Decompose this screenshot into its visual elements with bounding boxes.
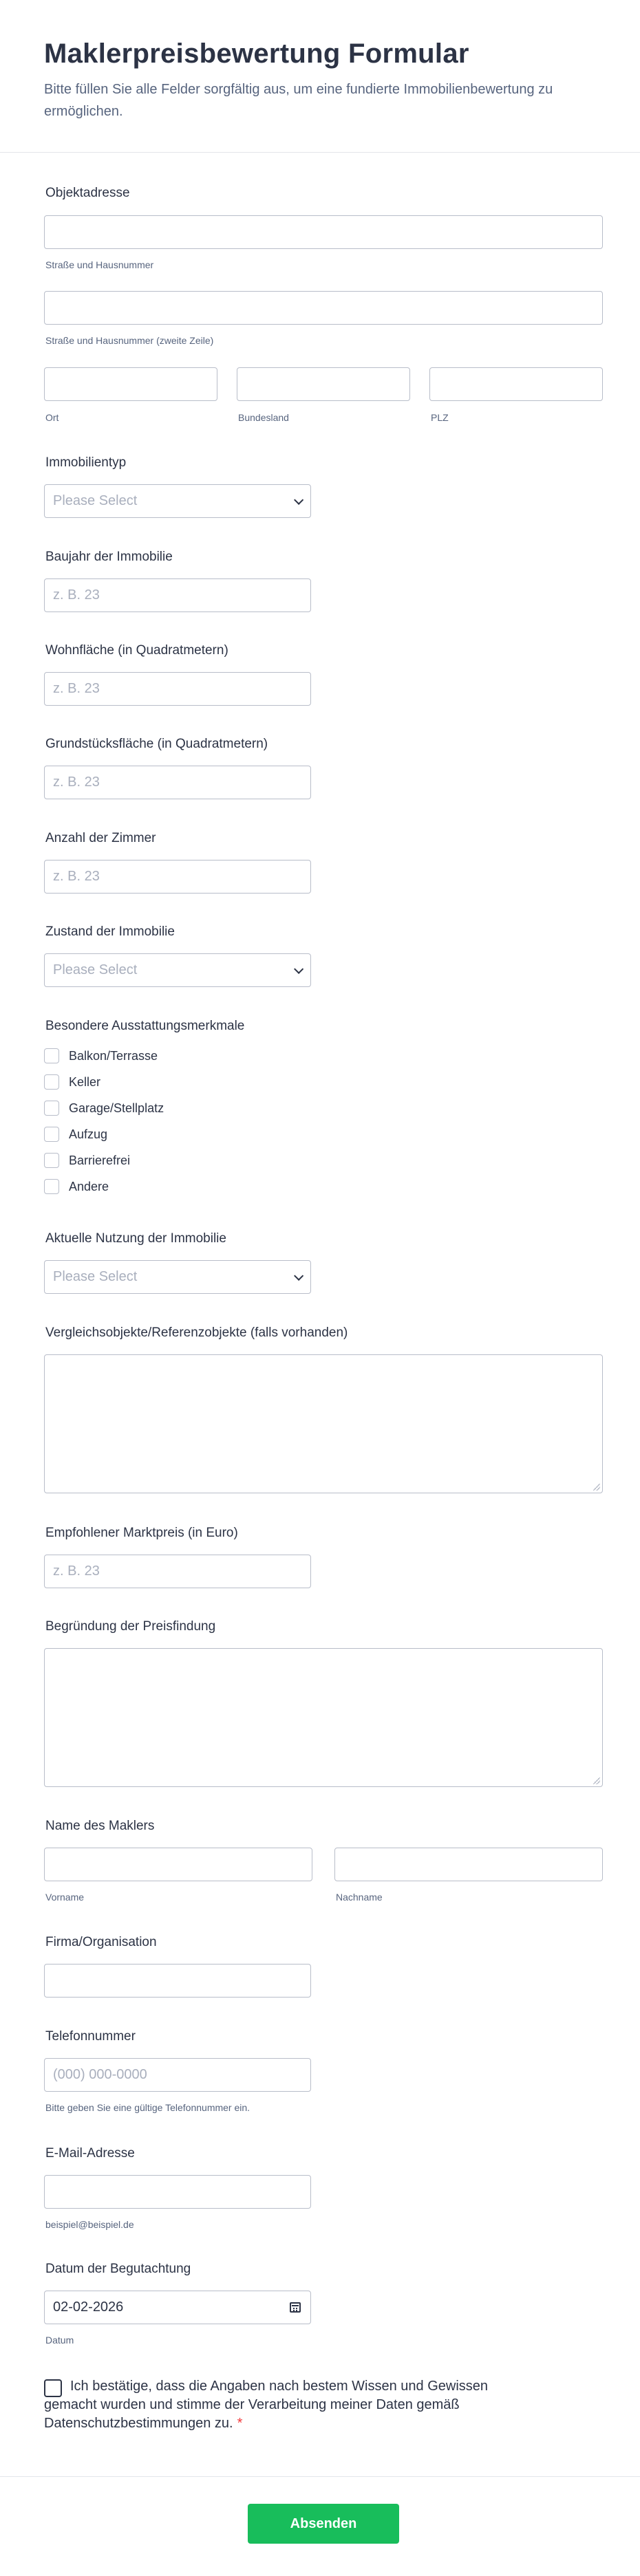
year-built-input[interactable]: [44, 578, 311, 612]
phone-input[interactable]: [44, 2058, 311, 2092]
date-input[interactable]: [44, 2291, 311, 2324]
feature-option[interactable]: [44, 1074, 100, 1090]
form-header: [0, 0, 640, 153]
city-input[interactable]: [44, 367, 217, 401]
checkbox[interactable]: [44, 1074, 59, 1090]
comparables-label: Vergleichsobjekte/Referenzobjekte (falls vorhanden): [45, 1325, 348, 1340]
usage-select[interactable]: [44, 1260, 311, 1294]
city-sublabel: Ort: [45, 412, 59, 423]
feature-option[interactable]: [44, 1048, 158, 1063]
consent-checkbox[interactable]: [44, 2379, 62, 2397]
rooms-placeholder: z. B. 23: [53, 869, 100, 884]
plot-area-placeholder: z. B. 23: [53, 775, 100, 790]
property-type-select[interactable]: [44, 484, 311, 518]
usage-placeholder: Please Select: [53, 1269, 138, 1284]
justification-textarea[interactable]: [44, 1648, 603, 1787]
comparables-textarea[interactable]: [44, 1354, 603, 1493]
phone-sublabel: Bitte geben Sie eine gültige Telefonnummer ein.: [45, 2102, 250, 2113]
living-area-placeholder: z. B. 23: [53, 681, 100, 696]
feature-option-label: Balkon/Terrasse: [69, 1048, 158, 1063]
street2-input[interactable]: [44, 291, 603, 325]
price-placeholder: z. B. 23: [53, 1563, 100, 1579]
required-mark: *: [237, 2416, 243, 2431]
rooms-input[interactable]: [44, 860, 311, 894]
email-label: E-Mail-Adresse: [45, 2146, 135, 2161]
email-sublabel: beispiel@beispiel.de: [45, 2219, 134, 2230]
company-label: Firma/Organisation: [45, 1935, 157, 1949]
condition-select[interactable]: [44, 953, 311, 987]
agent-name-label: Name des Maklers: [45, 1819, 155, 1833]
resize-handle-icon[interactable]: [593, 1777, 600, 1784]
consent-text-block: [44, 2377, 526, 2433]
feature-option-label: Aufzug: [69, 1127, 108, 1141]
street2-sublabel: Straße und Hausnummer (zweite Zeile): [45, 335, 214, 346]
price-label: Empfohlener Marktpreis (in Euro): [45, 1526, 238, 1540]
state-sublabel: Bundesland: [238, 412, 289, 423]
address-label: Objektadresse: [45, 186, 130, 200]
street-sublabel: Straße und Hausnummer: [45, 259, 154, 270]
zip-sublabel: PLZ: [431, 412, 449, 423]
chevron-down-icon: [294, 1270, 303, 1280]
email-input[interactable]: [44, 2175, 311, 2209]
feature-option-label: Garage/Stellplatz: [69, 1101, 164, 1115]
chevron-down-icon: [294, 964, 303, 973]
footer-divider: [0, 2476, 640, 2477]
submit-button[interactable]: Absenden: [248, 2504, 399, 2544]
consent-checkbox-row[interactable]: [44, 2377, 526, 2433]
feature-option[interactable]: [44, 1179, 109, 1194]
feature-option-label: Barrierefrei: [69, 1153, 131, 1167]
phone-placeholder: (000) 000-0000: [53, 2067, 147, 2082]
checkbox[interactable]: [44, 1048, 59, 1063]
rooms-label: Anzahl der Zimmer: [45, 831, 156, 845]
feature-option-label: Andere: [69, 1179, 109, 1193]
first-name-sublabel: Vorname: [45, 1892, 85, 1903]
page-title: Maklerpreisbewertung Formular: [44, 39, 469, 69]
living-area-input[interactable]: [44, 672, 311, 706]
checkbox[interactable]: [44, 1127, 59, 1142]
chevron-down-icon: [294, 495, 303, 504]
feature-option-label: Keller: [69, 1074, 101, 1089]
justification-label: Begründung der Preisfindung: [45, 1619, 216, 1634]
condition-label: Zustand der Immobilie: [45, 924, 175, 939]
property-type-placeholder: Please Select: [53, 493, 138, 508]
usage-label: Aktuelle Nutzung der Immobilie: [45, 1231, 226, 1246]
first-name-input[interactable]: [44, 1848, 312, 1881]
property-type-label: Immobilientyp: [45, 455, 127, 470]
features-label: Besondere Ausstattungsmerkmale: [45, 1019, 245, 1033]
page-subtitle: Bitte füllen Sie alle Felder sorgfältig aus, um eine fundierte Immobilienbewertung zu ermöglichen.: [44, 82, 553, 119]
company-input[interactable]: [44, 1964, 311, 1998]
last-name-sublabel: Nachname: [336, 1892, 383, 1903]
checkbox[interactable]: [44, 1153, 59, 1168]
state-input[interactable]: [237, 367, 410, 401]
last-name-input[interactable]: [334, 1848, 603, 1881]
street-input[interactable]: [44, 215, 603, 249]
checkbox[interactable]: [44, 1101, 59, 1116]
condition-placeholder: Please Select: [53, 962, 138, 977]
feature-option[interactable]: [44, 1101, 164, 1116]
price-input[interactable]: [44, 1555, 311, 1588]
date-sublabel: Datum: [45, 2335, 74, 2346]
feature-option[interactable]: [44, 1127, 107, 1142]
calendar-icon[interactable]: [290, 2302, 301, 2313]
feature-option[interactable]: [44, 1153, 130, 1168]
date-label: Datum der Begutachtung: [45, 2262, 191, 2276]
plot-area-input[interactable]: [44, 766, 311, 799]
phone-label: Telefonnummer: [45, 2029, 136, 2044]
resize-handle-icon[interactable]: [593, 1484, 600, 1491]
zip-input[interactable]: [429, 367, 603, 401]
living-area-label: Wohnfläche (in Quadratmetern): [45, 643, 228, 658]
date-value: 02-02-2026: [53, 2299, 124, 2315]
consent-text: Ich bestätige, dass die Angaben nach bestem Wissen und Gewissen gemacht wurden und stimme der Verarbeitung meiner Daten gemäß Datenschutzbestimmungen zu.: [44, 2379, 489, 2431]
plot-area-label: Grundstücksfläche (in Quadratmetern): [45, 737, 268, 751]
year-built-placeholder: z. B. 23: [53, 587, 100, 603]
checkbox[interactable]: [44, 1179, 59, 1194]
year-built-label: Baujahr der Immobilie: [45, 550, 173, 564]
